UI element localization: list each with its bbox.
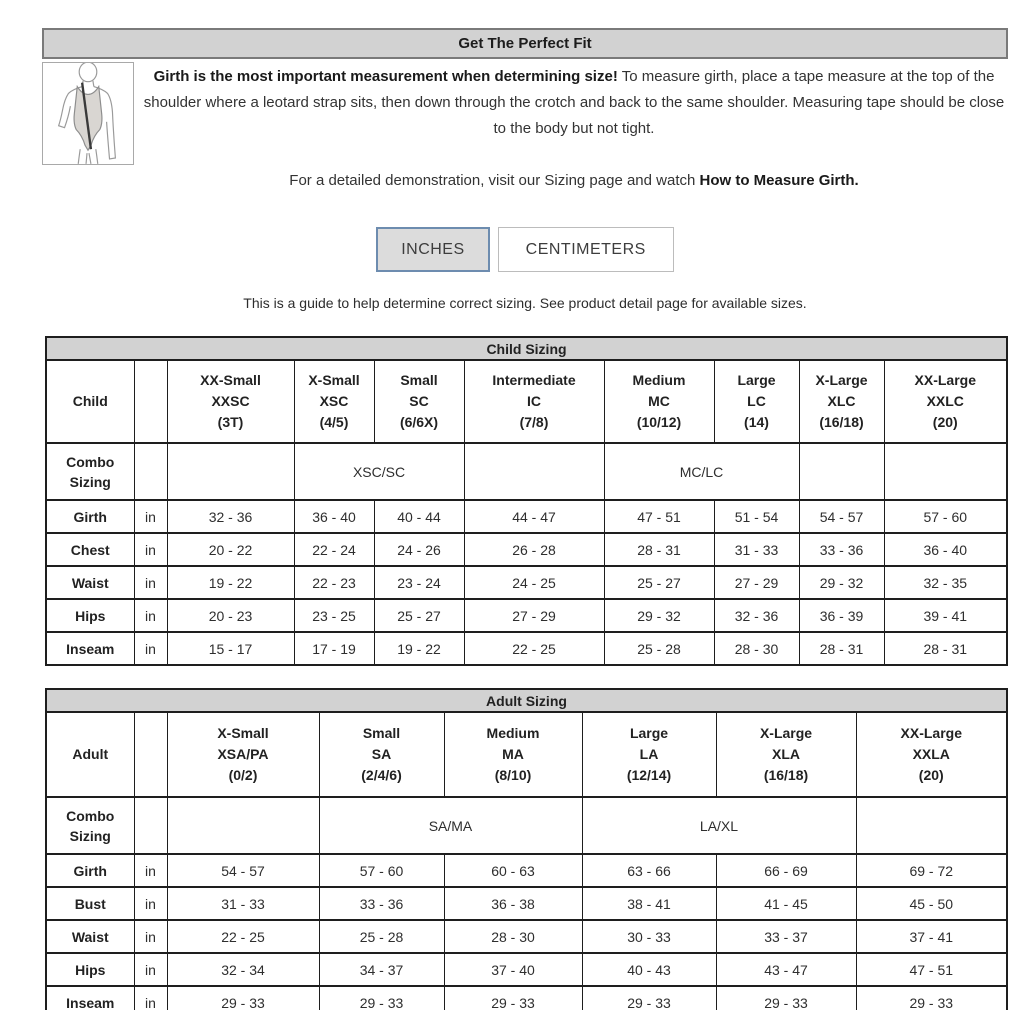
size-value-cell: 19 - 22 [167,566,294,599]
size-range: (20) [932,414,958,430]
size-value-cell: 27 - 29 [464,599,604,632]
size-value-cell: 29 - 33 [716,986,856,1010]
intro-text-column [134,62,1008,189]
size-code: XSC [319,393,349,409]
size-value-cell: 28 - 31 [884,632,1007,665]
size-name: XX-Small [200,372,261,388]
size-code: XLC [827,393,856,409]
size-value-cell: 40 - 43 [582,953,716,986]
combo-empty-cell [799,443,884,500]
adult-row-hips [46,953,1007,986]
girth-instructions-lead: Girth is the most important measurement when determining size! [153,68,618,85]
child-corner-cell: Child [46,360,134,443]
col-header-sa [319,712,444,797]
child-row-girth [46,500,1007,533]
size-value-cell: 29 - 33 [582,986,716,1010]
size-value-cell: 57 - 60 [884,500,1007,533]
unit-cell: in [134,533,167,566]
size-value-cell: 33 - 36 [319,887,444,920]
girth-instructions-body: To measure girth, place a tape measure at the top of the shoulder where a leotard strap sits, then down through the crotch and back to the same shoulder. Measuring tape should be close to the body but not tight. [143,68,1005,137]
size-value-cell: 32 - 36 [167,500,294,533]
size-range: (14) [744,414,769,430]
size-value-cell: 66 - 69 [716,854,856,887]
adult-row-girth [46,854,1007,887]
size-code: MA [502,746,524,762]
row-label: Hips [46,953,134,986]
page-title-text: Get The Perfect Fit [458,35,592,52]
col-header-xxla [856,712,1007,797]
combo-span-xsc-sc: XSC/SC [294,443,464,500]
row-label: Waist [46,920,134,953]
adult-row-inseam [46,986,1007,1010]
intro-section [42,62,1008,189]
size-range: (20) [918,767,944,783]
size-code: XXSC [211,393,250,409]
unit-cell: in [134,599,167,632]
size-value-cell: 29 - 32 [604,599,714,632]
row-label: Inseam [46,632,134,665]
size-value-cell: 51 - 54 [714,500,799,533]
size-value-cell: 36 - 38 [444,887,582,920]
size-value-cell: 26 - 28 [464,533,604,566]
unit-cell: in [134,566,167,599]
size-code: SA [371,746,392,762]
size-value-cell: 69 - 72 [856,854,1007,887]
size-range: (0/2) [228,767,258,783]
size-value-cell: 29 - 33 [856,986,1007,1010]
size-value-cell: 57 - 60 [319,854,444,887]
unit-column-header [134,360,167,443]
combo-sizing-label: Combo Sizing [46,443,134,500]
size-value-cell: 47 - 51 [856,953,1007,986]
size-code: SC [409,393,429,409]
col-header-ic [464,360,604,443]
size-value-cell: 30 - 33 [582,920,716,953]
combo-empty-cell [884,443,1007,500]
unit-toggle [42,227,1008,272]
size-range: (4/5) [319,414,349,430]
size-value-cell: 39 - 41 [884,599,1007,632]
centimeters-button[interactable]: CENTIMETERS [498,227,674,272]
combo-empty-cell [464,443,604,500]
size-name: Medium [632,372,686,388]
child-table-title-row [46,337,1007,360]
child-header-row [46,360,1007,443]
row-label: Chest [46,533,134,566]
unit-cell: in [134,500,167,533]
size-range: (10/12) [636,414,682,430]
size-value-cell: 20 - 22 [167,533,294,566]
size-value-cell: 25 - 28 [319,920,444,953]
child-row-inseam [46,632,1007,665]
combo-empty-cell [167,797,319,854]
size-value-cell: 29 - 33 [167,986,319,1010]
row-label: Waist [46,566,134,599]
size-name: XX-Large [900,725,962,741]
size-value-cell: 28 - 30 [444,920,582,953]
size-value-cell: 38 - 41 [582,887,716,920]
size-name: Small [362,725,401,741]
col-header-xxlc [884,360,1007,443]
child-sizing-table [45,336,1008,666]
size-value-cell: 36 - 40 [884,533,1007,566]
size-value-cell: 24 - 25 [464,566,604,599]
size-range: (8/10) [494,767,532,783]
size-range: (16/18) [763,767,809,783]
size-value-cell: 22 - 23 [294,566,374,599]
col-header-mc [604,360,714,443]
size-value-cell: 17 - 19 [294,632,374,665]
adult-combo-row [46,797,1007,854]
size-code: MC [648,393,670,409]
unit-column-header [134,712,167,797]
adult-header-row [46,712,1007,797]
sizing-guide-note: This is a guide to help determine correct sizing. See product detail page for available sizes. [243,295,807,311]
size-value-cell: 40 - 44 [374,500,464,533]
size-value-cell: 29 - 32 [799,566,884,599]
combo-span-sa-ma: SA/MA [319,797,582,854]
size-value-cell: 20 - 23 [167,599,294,632]
combo-unit-cell [134,443,167,500]
row-label: Girth [46,500,134,533]
size-value-cell: 31 - 33 [714,533,799,566]
size-name: Medium [486,725,540,741]
combo-unit-cell [134,797,167,854]
size-value-cell: 28 - 31 [799,632,884,665]
demo-instruction [140,172,1008,189]
inches-button[interactable]: INCHES [376,227,489,272]
size-name: Intermediate [492,372,576,388]
size-value-cell: 60 - 63 [444,854,582,887]
size-value-cell: 54 - 57 [799,500,884,533]
size-value-cell: 47 - 51 [604,500,714,533]
unit-cell: in [134,887,167,920]
size-value-cell: 28 - 31 [604,533,714,566]
size-value-cell: 23 - 24 [374,566,464,599]
adult-corner-cell: Adult [46,712,134,797]
size-range: (6/6X) [399,414,439,430]
page-title [42,28,1008,59]
adult-row-waist [46,920,1007,953]
size-code: IC [527,393,541,409]
child-table-title: Child Sizing [46,337,1007,360]
size-code: LA [639,746,659,762]
size-value-cell: 33 - 37 [716,920,856,953]
size-code: XSA/PA [217,746,269,762]
combo-empty-cell [167,443,294,500]
col-header-xxsc [167,360,294,443]
size-value-cell: 28 - 30 [714,632,799,665]
size-code: LC [747,393,766,409]
col-header-xsa [167,712,319,797]
size-value-cell: 29 - 33 [319,986,444,1010]
leotard-girth-diagram [43,63,133,164]
size-range: (12/14) [626,767,672,783]
size-value-cell: 25 - 27 [374,599,464,632]
col-header-xla [716,712,856,797]
size-value-cell: 63 - 66 [582,854,716,887]
unit-cell: in [134,986,167,1010]
size-name: Small [400,372,438,388]
size-range: (3T) [217,414,244,430]
col-header-la [582,712,716,797]
adult-sizing-table [45,688,1008,1010]
size-value-cell: 25 - 28 [604,632,714,665]
size-value-cell: 36 - 39 [799,599,884,632]
size-name: X-Large [815,372,868,388]
size-value-cell: 41 - 45 [716,887,856,920]
size-name: XX-Large [914,372,976,388]
child-combo-row [46,443,1007,500]
size-value-cell: 23 - 25 [294,599,374,632]
size-value-cell: 44 - 47 [464,500,604,533]
combo-sizing-label: Combo Sizing [46,797,134,854]
size-name: X-Small [217,725,269,741]
size-value-cell: 34 - 37 [319,953,444,986]
girth-instructions [140,62,1008,142]
size-value-cell: 22 - 24 [294,533,374,566]
size-name: X-Large [759,725,813,741]
combo-empty-cell [856,797,1007,854]
unit-cell: in [134,920,167,953]
row-label: Bust [46,887,134,920]
size-value-cell: 54 - 57 [167,854,319,887]
adult-table-title-row [46,689,1007,712]
row-label: Inseam [46,986,134,1010]
adult-row-bust [46,887,1007,920]
row-label: Hips [46,599,134,632]
size-range: (16/18) [819,414,864,430]
size-name: Large [629,725,669,741]
size-name: X-Small [308,372,360,388]
unit-cell: in [134,953,167,986]
col-header-sc [374,360,464,443]
size-value-cell: 43 - 47 [716,953,856,986]
size-code: XLA [772,746,800,762]
combo-span-mc-lc: MC/LC [604,443,799,500]
size-value-cell: 27 - 29 [714,566,799,599]
adult-table-title: Adult Sizing [46,689,1007,712]
size-value-cell: 22 - 25 [167,920,319,953]
size-value-cell: 22 - 25 [464,632,604,665]
size-value-cell: 32 - 34 [167,953,319,986]
size-code: XXLA [912,746,950,762]
size-value-cell: 25 - 27 [604,566,714,599]
size-value-cell: 24 - 26 [374,533,464,566]
size-value-cell: 36 - 40 [294,500,374,533]
size-value-cell: 31 - 33 [167,887,319,920]
size-value-cell: 15 - 17 [167,632,294,665]
size-value-cell: 32 - 35 [884,566,1007,599]
size-value-cell: 32 - 36 [714,599,799,632]
combo-span-la-xl: LA/XL [582,797,856,854]
demo-instruction-prefix: For a detailed demonstration, visit our Sizing page and watch [289,172,700,189]
size-value-cell: 19 - 22 [374,632,464,665]
unit-cell: in [134,632,167,665]
col-header-ma [444,712,582,797]
size-value-cell: 45 - 50 [856,887,1007,920]
col-header-xsc [294,360,374,443]
size-value-cell: 37 - 40 [444,953,582,986]
col-header-xlc [799,360,884,443]
child-row-hips [46,599,1007,632]
col-header-lc [714,360,799,443]
child-row-waist [46,566,1007,599]
child-row-chest [46,533,1007,566]
unit-cell: in [134,854,167,887]
size-range: (7/8) [519,414,549,430]
girth-illustration-box [42,62,134,165]
size-value-cell: 29 - 33 [444,986,582,1010]
size-name: Large [737,372,776,388]
demo-instruction-bold: How to Measure Girth. [699,172,859,189]
row-label: Girth [46,854,134,887]
size-code: XXLC [926,393,964,409]
size-range: (2/4/6) [361,767,402,783]
size-value-cell: 37 - 41 [856,920,1007,953]
size-value-cell: 33 - 36 [799,533,884,566]
